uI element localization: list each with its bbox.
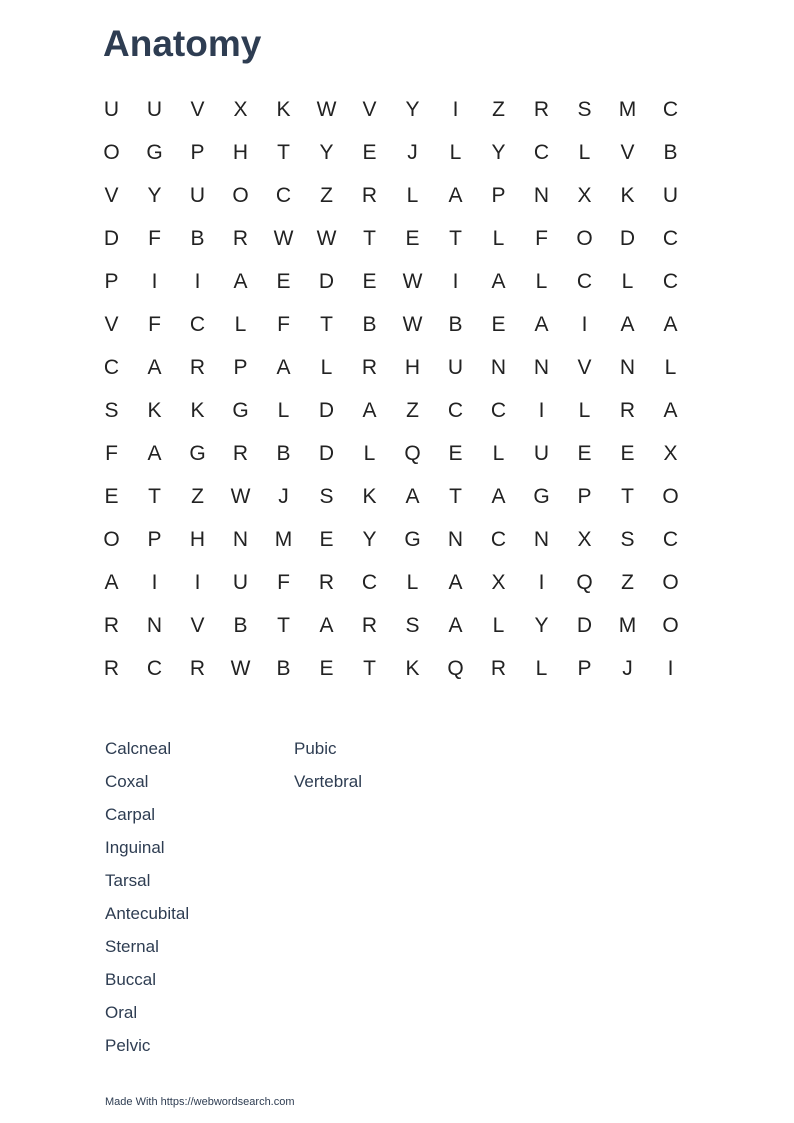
grid-letter: W xyxy=(273,226,294,250)
grid-letter: L xyxy=(449,140,462,164)
word-list-item: Calcneal xyxy=(105,739,172,758)
grid-letter: B xyxy=(448,312,463,336)
grid-letter: L xyxy=(492,613,505,637)
grid-letter: N xyxy=(447,527,464,551)
grid-letter: J xyxy=(407,140,418,164)
grid-letter: M xyxy=(274,527,293,551)
grid-letter: I xyxy=(538,570,545,594)
grid-letter: M xyxy=(618,613,637,637)
letter-grid xyxy=(90,88,692,690)
grid-letter: A xyxy=(319,613,334,637)
grid-letter: L xyxy=(492,441,505,465)
grid-letter: D xyxy=(318,398,335,422)
grid-letter: L xyxy=(406,183,419,207)
grid-letter: E xyxy=(448,441,463,465)
grid-letter: P xyxy=(233,355,248,379)
grid-letter: L xyxy=(406,570,419,594)
grid-letter: P xyxy=(577,656,592,680)
grid-letter: R xyxy=(189,355,206,379)
grid-letter: X xyxy=(491,570,506,594)
grid-letter: K xyxy=(405,656,420,680)
grid-letter: T xyxy=(363,226,376,250)
grid-letter: N xyxy=(232,527,249,551)
grid-letter: W xyxy=(316,226,337,250)
grid-letter: U xyxy=(662,183,679,207)
grid-letter: D xyxy=(576,613,593,637)
grid-letter: H xyxy=(232,140,249,164)
grid-letter: N xyxy=(533,183,550,207)
grid-letter: C xyxy=(490,398,507,422)
grid-letter: L xyxy=(535,269,548,293)
grid-letter: L xyxy=(363,441,376,465)
grid-letter: U xyxy=(103,97,120,121)
grid-letter: R xyxy=(232,441,249,465)
grid-letter: X xyxy=(577,183,592,207)
grid-letter: E xyxy=(362,140,377,164)
grid-letter: O xyxy=(662,613,679,637)
word-list-item: Buccal xyxy=(105,970,157,989)
grid-letter: C xyxy=(533,140,550,164)
grid-letter: C xyxy=(662,527,679,551)
grid-letter: T xyxy=(363,656,376,680)
grid-letter: S xyxy=(405,613,420,637)
grid-letter: L xyxy=(234,312,247,336)
grid-letter: T xyxy=(449,226,462,250)
grid-letter: N xyxy=(490,355,507,379)
grid-letter: R xyxy=(103,656,120,680)
grid-letter: A xyxy=(233,269,248,293)
grid-letter: V xyxy=(104,312,119,336)
grid-letter: W xyxy=(402,269,423,293)
grid-letter: I xyxy=(538,398,545,422)
grid-letter: I xyxy=(151,269,158,293)
grid-letter: L xyxy=(535,656,548,680)
grid-letter: A xyxy=(147,355,162,379)
grid-letter: R xyxy=(533,97,550,121)
grid-letter: B xyxy=(276,441,291,465)
grid-letter: A xyxy=(491,269,506,293)
word-list-item: Carpal xyxy=(105,805,156,824)
grid-letter: O xyxy=(232,183,249,207)
grid-letter: A xyxy=(448,613,463,637)
grid-letter: K xyxy=(190,398,205,422)
grid-letter: O xyxy=(103,140,120,164)
grid-letter: E xyxy=(362,269,377,293)
grid-letter: N xyxy=(533,355,550,379)
grid-letter: G xyxy=(533,484,550,508)
grid-letter: G xyxy=(146,140,163,164)
grid-letter: A xyxy=(448,183,463,207)
grid-letter: S xyxy=(620,527,635,551)
grid-letter: T xyxy=(148,484,161,508)
grid-letter: L xyxy=(664,355,677,379)
word-list-item: Tarsal xyxy=(105,871,151,890)
grid-letter: T xyxy=(320,312,333,336)
puzzle-title: Anatomy xyxy=(103,23,262,64)
grid-letter: D xyxy=(619,226,636,250)
grid-letter: B xyxy=(663,140,678,164)
grid-letter: R xyxy=(361,355,378,379)
grid-letter: A xyxy=(534,312,549,336)
grid-letter: A xyxy=(663,398,678,422)
grid-letter: K xyxy=(620,183,635,207)
grid-letter: M xyxy=(618,97,637,121)
grid-letter: L xyxy=(578,140,591,164)
grid-letter: F xyxy=(535,226,548,250)
grid-letter: I xyxy=(194,269,201,293)
grid-letter: S xyxy=(319,484,334,508)
grid-letter: K xyxy=(276,97,291,121)
grid-letter: U xyxy=(447,355,464,379)
grid-letter: J xyxy=(278,484,289,508)
grid-letter: B xyxy=(233,613,248,637)
grid-letter: T xyxy=(449,484,462,508)
grid-letter: P xyxy=(577,484,592,508)
grid-letter: Y xyxy=(319,140,334,164)
grid-letter: L xyxy=(492,226,505,250)
grid-letter: Z xyxy=(621,570,634,594)
grid-letter: F xyxy=(277,570,290,594)
grid-letter: D xyxy=(103,226,120,250)
grid-letter: I xyxy=(581,312,588,336)
grid-letter: E xyxy=(319,656,334,680)
grid-letter: F xyxy=(148,312,161,336)
grid-letter: E xyxy=(491,312,506,336)
grid-letter: Y xyxy=(147,183,162,207)
grid-letter: Y xyxy=(491,140,506,164)
grid-letter: R xyxy=(361,183,378,207)
grid-letter: K xyxy=(362,484,377,508)
grid-letter: R xyxy=(361,613,378,637)
grid-letter: P xyxy=(491,183,506,207)
grid-letter: Q xyxy=(404,441,421,465)
word-list-item: Coxal xyxy=(105,772,149,791)
word-list-item: Antecubital xyxy=(105,904,190,923)
grid-letter: R xyxy=(232,226,249,250)
grid-letter: G xyxy=(404,527,421,551)
grid-letter: H xyxy=(189,527,206,551)
grid-letter: T xyxy=(277,140,290,164)
grid-letter: P xyxy=(104,269,119,293)
grid-letter: C xyxy=(662,97,679,121)
grid-letter: Y xyxy=(534,613,549,637)
grid-letter: U xyxy=(189,183,206,207)
grid-letter: R xyxy=(490,656,507,680)
grid-letter: E xyxy=(319,527,334,551)
grid-letter: D xyxy=(318,441,335,465)
word-list-item: Pubic xyxy=(294,739,337,758)
grid-letter: W xyxy=(230,484,251,508)
grid-letter: E xyxy=(276,269,291,293)
grid-letter: P xyxy=(190,140,205,164)
grid-letter: K xyxy=(147,398,162,422)
grid-letter: X xyxy=(233,97,248,121)
grid-letter: E xyxy=(104,484,119,508)
grid-letter: B xyxy=(190,226,205,250)
grid-letter: N xyxy=(146,613,163,637)
grid-letter: R xyxy=(619,398,636,422)
word-list-item: Oral xyxy=(105,1003,138,1022)
grid-letter: B xyxy=(362,312,377,336)
grid-letter: W xyxy=(230,656,251,680)
grid-letter: O xyxy=(662,570,679,594)
grid-letter: U xyxy=(232,570,249,594)
grid-letter: I xyxy=(667,656,674,680)
grid-letter: U xyxy=(533,441,550,465)
grid-letter: V xyxy=(190,97,205,121)
grid-letter: T xyxy=(277,613,290,637)
word-list-item: Sternal xyxy=(105,937,159,956)
grid-letter: I xyxy=(194,570,201,594)
word-list xyxy=(105,732,483,1062)
grid-letter: E xyxy=(405,226,420,250)
grid-letter: R xyxy=(103,613,120,637)
grid-letter: W xyxy=(316,97,337,121)
grid-letter: S xyxy=(577,97,592,121)
grid-letter: V xyxy=(362,97,377,121)
word-list-item: Inguinal xyxy=(105,838,165,857)
grid-letter: C xyxy=(275,183,292,207)
grid-letter: Q xyxy=(576,570,593,594)
grid-letter: H xyxy=(404,355,421,379)
grid-letter: L xyxy=(578,398,591,422)
grid-letter: I xyxy=(452,97,459,121)
grid-letter: Z xyxy=(191,484,204,508)
grid-letter: A xyxy=(104,570,119,594)
grid-letter: C xyxy=(361,570,378,594)
grid-letter: Z xyxy=(492,97,505,121)
word-list-item: Pelvic xyxy=(105,1036,151,1055)
grid-letter: R xyxy=(189,656,206,680)
grid-letter: A xyxy=(620,312,635,336)
grid-letter: A xyxy=(362,398,377,422)
grid-letter: Y xyxy=(405,97,420,121)
grid-letter: A xyxy=(448,570,463,594)
grid-letter: Z xyxy=(406,398,419,422)
grid-letter: D xyxy=(318,269,335,293)
grid-letter: E xyxy=(620,441,635,465)
grid-letter: G xyxy=(189,441,206,465)
grid-letter: C xyxy=(447,398,464,422)
grid-letter: X xyxy=(663,441,678,465)
grid-letter: S xyxy=(104,398,119,422)
grid-letter: V xyxy=(104,183,119,207)
grid-letter: L xyxy=(277,398,290,422)
grid-letter: T xyxy=(621,484,634,508)
grid-letter: L xyxy=(621,269,634,293)
grid-letter: L xyxy=(320,355,333,379)
grid-letter: E xyxy=(577,441,592,465)
grid-letter: F xyxy=(105,441,118,465)
grid-letter: F xyxy=(277,312,290,336)
grid-letter: A xyxy=(405,484,420,508)
grid-letter: V xyxy=(577,355,592,379)
grid-letter: J xyxy=(622,656,633,680)
grid-letter: N xyxy=(533,527,550,551)
grid-letter: B xyxy=(276,656,291,680)
grid-letter: R xyxy=(318,570,335,594)
grid-letter: C xyxy=(146,656,163,680)
grid-letter: C xyxy=(103,355,120,379)
grid-letter: I xyxy=(452,269,459,293)
grid-letter: G xyxy=(232,398,249,422)
grid-letter: A xyxy=(491,484,506,508)
grid-letter: O xyxy=(576,226,593,250)
grid-letter: A xyxy=(147,441,162,465)
grid-letter: C xyxy=(189,312,206,336)
grid-letter: C xyxy=(662,269,679,293)
grid-letter: U xyxy=(146,97,163,121)
grid-letter: N xyxy=(619,355,636,379)
grid-letter: F xyxy=(148,226,161,250)
word-list-item: Vertebral xyxy=(294,772,363,791)
grid-letter: P xyxy=(147,527,162,551)
grid-letter: C xyxy=(662,226,679,250)
grid-letter: A xyxy=(663,312,678,336)
grid-letter: Z xyxy=(320,183,333,207)
grid-letter: Q xyxy=(447,656,464,680)
grid-letter: C xyxy=(490,527,507,551)
grid-letter: O xyxy=(103,527,120,551)
grid-letter: C xyxy=(576,269,593,293)
grid-letter: Y xyxy=(362,527,377,551)
grid-letter: O xyxy=(662,484,679,508)
grid-letter: V xyxy=(190,613,205,637)
grid-letter: X xyxy=(577,527,592,551)
footer-credit: Made With https://webwordsearch.com xyxy=(105,1096,295,1108)
grid-letter: W xyxy=(402,312,423,336)
grid-letter: V xyxy=(620,140,635,164)
grid-letter: A xyxy=(276,355,291,379)
grid-letter: I xyxy=(151,570,158,594)
